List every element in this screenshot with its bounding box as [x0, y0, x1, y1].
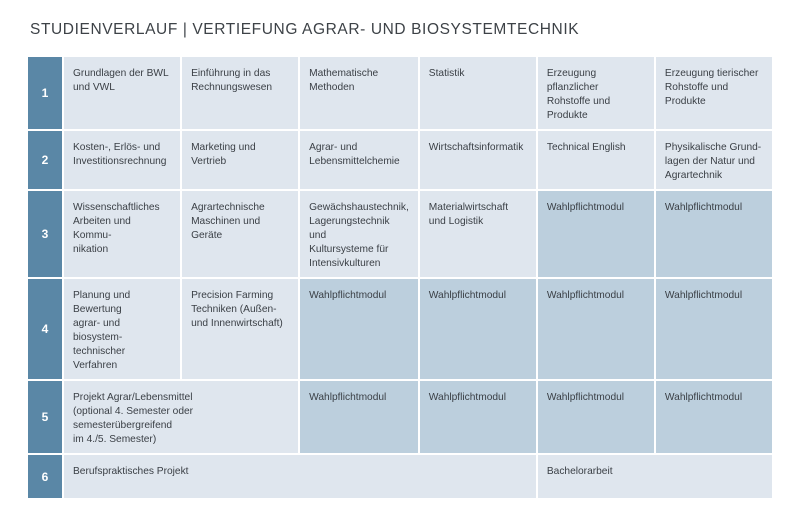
module-cell: Agrartechnische Maschinen und Geräte — [182, 191, 298, 277]
semester-number: 5 — [28, 381, 62, 453]
semester-number: 2 — [28, 131, 62, 189]
elective-module-cell: Wahlpflichtmodul — [420, 279, 536, 379]
module-cell: Erzeugung pflanzlicher Rohstoffe und Produkte — [538, 57, 654, 129]
semester-number: 4 — [28, 279, 62, 379]
module-cell: Technical English — [538, 131, 654, 189]
module-cell: Erzeugung tierischer Rohstoffe und Produkte — [656, 57, 772, 129]
elective-module-cell: Wahlpflichtmodul — [656, 191, 772, 277]
elective-module-cell: Wahlpflichtmodul — [538, 381, 654, 453]
semester-number: 3 — [28, 191, 62, 277]
module-cell: Mathematische Methoden — [300, 57, 418, 129]
module-cell: Einführung in das Rechnungswesen — [182, 57, 298, 129]
elective-module-cell: Wahlpflichtmodul — [538, 279, 654, 379]
elective-module-cell: Wahlpflichtmodul — [656, 279, 772, 379]
elective-module-cell: Wahlpflichtmodul — [656, 381, 772, 453]
elective-module-cell: Wahlpflichtmodul — [420, 381, 536, 453]
module-cell: Kosten-, Erlös- und Investitionsrechnung — [64, 131, 180, 189]
module-cell: Wissenschaftliches Arbeiten und Kommu- nikation — [64, 191, 180, 277]
elective-module-cell: Wahlpflichtmodul — [538, 191, 654, 277]
bachelor-thesis-cell: Bachelorarbeit — [538, 455, 772, 498]
module-cell: Statistik — [420, 57, 536, 129]
module-cell: Marketing und Vertrieb — [182, 131, 298, 189]
module-cell: Wirtschaftsinformatik — [420, 131, 536, 189]
module-cell: Physikalische Grund- lagen der Natur und Agrartechnik — [656, 131, 772, 189]
elective-module-cell: Wahlpflichtmodul — [300, 279, 418, 379]
module-cell: Grundlagen der BWL und VWL — [64, 57, 180, 129]
semester-number: 6 — [28, 455, 62, 498]
module-cell: Agrar- und Lebensmittelchemie — [300, 131, 418, 189]
semester-number: 1 — [28, 57, 62, 129]
module-cell: Gewächshaustechnik, Lagerungstechnik und Kultursysteme für Intensivkulturen — [300, 191, 418, 277]
module-cell: Planung und Bewertung agrar- und biosystem- technischer Verfahren — [64, 279, 180, 379]
elective-module-cell: Wahlpflichtmodul — [300, 381, 418, 453]
practical-project-cell: Berufspraktisches Projekt — [64, 455, 536, 498]
study-plan-grid — [28, 57, 772, 498]
page-title: STUDIENVERLAUF | VERTIEFUNG AGRAR- UND BIOSYSTEMTECHNIK — [30, 21, 580, 38]
module-cell: Materialwirtschaft und Logistik — [420, 191, 536, 277]
project-module-cell: Projekt Agrar/Lebensmittel (optional 4. Semester oder semesterübergreifend im 4./5. Semester) — [64, 381, 298, 453]
module-cell: Precision Farming Techniken (Außen- und Innenwirtschaft) — [182, 279, 298, 379]
